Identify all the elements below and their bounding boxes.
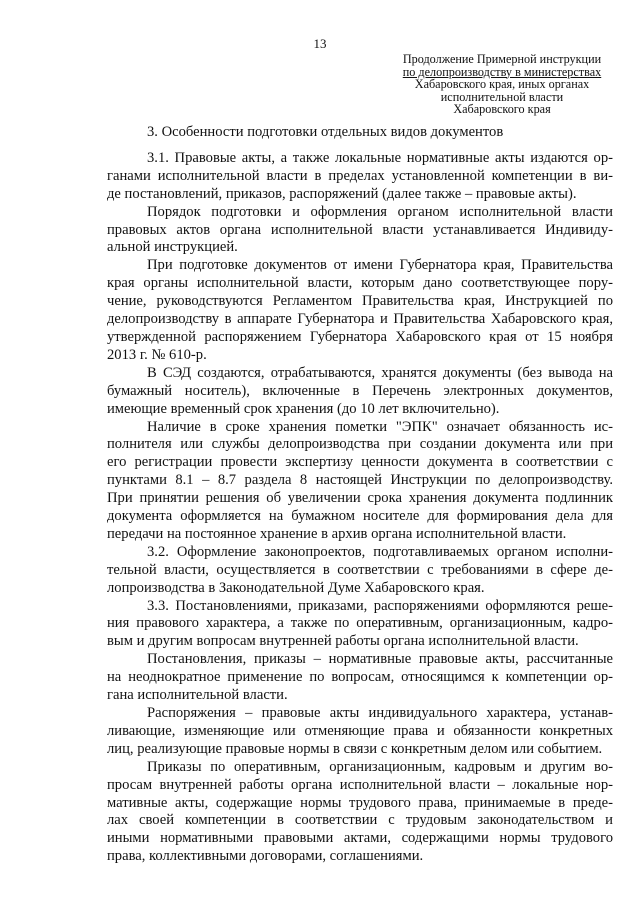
text-line: При подготовке документов от имени Губернатора края, Правительства xyxy=(147,257,613,274)
text-line: пунктами 8.1 – 8.7 раздела 8 настоящей Инструкции по делопроизводству. xyxy=(107,472,613,489)
text-line: гана исполнительной власти. xyxy=(107,687,288,704)
text-line: утвержденной распоряжением Губернатора Хабаровского края от 15 ноября xyxy=(107,328,613,345)
text-line: Порядок подготовки и оформления органом исполнительной власти xyxy=(147,203,613,220)
text-line: 3.2. Оформление законопроектов, подготавливаемых органом исполни- xyxy=(147,543,613,560)
paragraph xyxy=(107,598,613,652)
text-line: просам внутренней работы органа исполнительной власти – локальные нор- xyxy=(107,776,613,793)
text-line: чение, руководствуются Регламентом Правительства края, Инструкцией по xyxy=(107,293,613,310)
text-line: мативные акты, содержащие нормы трудового права, принимаемые в преде- xyxy=(107,794,613,811)
text-line: Наличие в сроке хранения пометки "ЭПК" означает обязанность ис- xyxy=(147,418,613,435)
paragraph xyxy=(107,705,613,759)
header-note-line: исполнительной власти xyxy=(440,89,564,104)
text-line: лиц, реализующие правовые нормы в связи с конкретным делом или событием. xyxy=(107,740,603,757)
text-line: лопроизводства в Законодательной Думе Хабаровского края. xyxy=(107,579,485,596)
text-line: ганами исполнительной власти в пределах установленной компетенции в ви- xyxy=(107,167,613,184)
header-note-line: по делопроизводству в министерствах xyxy=(402,64,602,79)
text-line: его регистрации провести экспертизу ценности документа в соответствии с xyxy=(107,454,613,471)
text-line: При принятии решения об увеличении срока хранения документа подлинник xyxy=(107,490,613,507)
section-heading: 3. Особенности подготовки отдельных видов документов xyxy=(147,124,504,140)
text-line: ливающие, изменяющие или отменяющие права и обязанности конкретных xyxy=(107,722,613,739)
paragraph xyxy=(107,365,613,419)
document-body xyxy=(107,124,613,866)
paragraph xyxy=(107,150,613,204)
text-line: иными нормативными правовыми актами, содержащими нормы трудового xyxy=(107,830,613,847)
text-line: бумажный носитель), включенные в Перечень электронных документов, xyxy=(107,382,613,399)
text-line: ния правового характера, а также по оперативным, организационным, кадро- xyxy=(107,615,613,632)
text-line: Постановления, приказы – нормативные правовые акты, рассчитанные xyxy=(147,651,613,668)
page-number: 13 xyxy=(313,36,327,51)
paragraph xyxy=(107,257,613,364)
text-line: делопроизводству в аппарате Губернатора и Правительства Хабаровского края, xyxy=(107,311,613,328)
text-line: Приказы по оперативным, организационным, кадровым и другим во- xyxy=(147,758,613,775)
text-line: Распоряжения – правовые акты индивидуального характера, устанав- xyxy=(147,705,613,721)
text-line: на неоднократное применение по вопросам, относящимся к компетенции ор- xyxy=(107,669,613,686)
text-line: альной инструкцией. xyxy=(107,239,238,256)
paragraph xyxy=(107,759,613,866)
header-note xyxy=(392,53,612,116)
paragraph xyxy=(107,419,613,544)
paragraph xyxy=(107,651,613,705)
paragraph xyxy=(107,544,613,598)
text-line: де постановлений, приказов, распоряжений (далее также – правовые акты). xyxy=(107,185,577,202)
text-line: вым и другим вопросам внутренней работы органа исполнительной власти. xyxy=(107,633,579,650)
text-line: документа оформляется на бумажном носителе для формирования дела для xyxy=(107,508,613,525)
text-line: тельной власти, осуществляется в соответствии с требованиями в сфере де- xyxy=(107,561,613,578)
header-note-line: Хабаровского края xyxy=(453,102,551,116)
paragraph xyxy=(107,204,613,258)
text-line: В СЭД создаются, отрабатываются, хранятся документы (без вывода на xyxy=(147,364,613,381)
text-line: права, коллективными договорами, соглашениями. xyxy=(107,848,424,865)
text-line: края органы исполнительной власти, которым дано соответствующее пору- xyxy=(107,275,613,292)
text-line: лах своей компетенции в соответствии с трудовым законодательством и xyxy=(107,812,613,829)
header-note-line: Продолжение Примерной инструкции xyxy=(402,52,602,66)
header-note-line: Хабаровского края, иных органах xyxy=(414,77,590,91)
text-line: передачи на постоянное хранение в архив органа исполнительной власти. xyxy=(107,525,567,542)
text-line: 3.3. Постановлениями, приказами, распоряжениями оформляются реше- xyxy=(147,597,613,614)
text-line: правовых актов органа исполнительной власти устанавливается Индивиду- xyxy=(107,221,613,238)
text-line: имеющие временный срок хранения (до 10 лет включительно). xyxy=(107,400,500,417)
text-line: 3.1. Правовые акты, а также локальные нормативные акты издаются ор- xyxy=(147,149,613,166)
text-line: полнителя или службы делопроизводства при создании документа или при xyxy=(107,436,613,453)
text-line: 2013 г. № 610-р. xyxy=(107,346,207,363)
